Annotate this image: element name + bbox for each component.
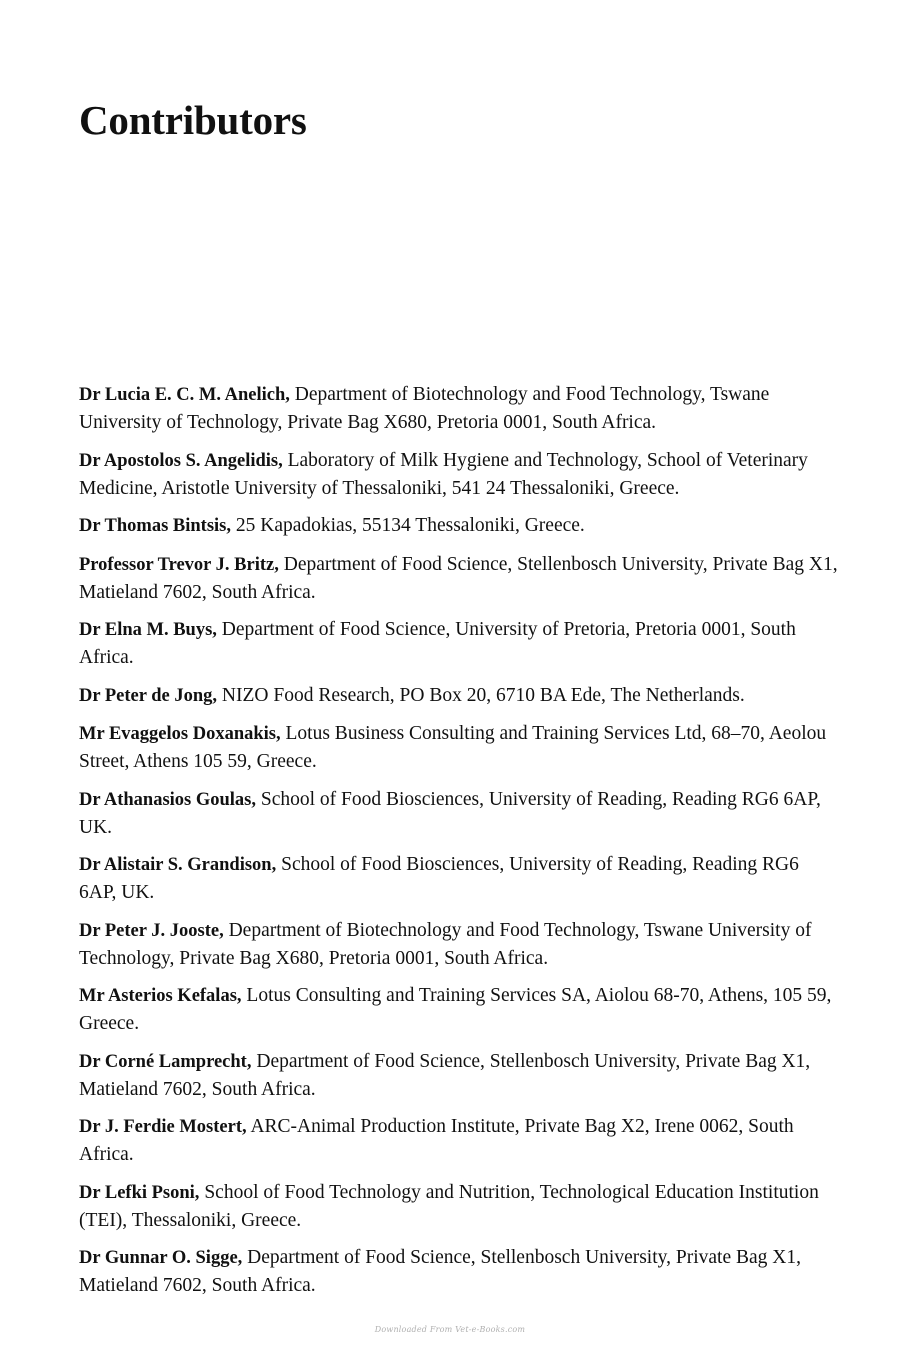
contributor-entry bbox=[79, 551, 839, 606]
contributor-affiliation: Department of Food Science, University of Pretoria, Pretoria 0001, South Africa. bbox=[79, 619, 796, 668]
contributor-name: Dr Thomas Bintsis, bbox=[79, 516, 231, 536]
contributor-name: Dr Peter de Jong, bbox=[79, 685, 218, 706]
contributor-affiliation: NIZO Food Research, PO Box 20, 6710 BA Ede, The Netherlands. bbox=[221, 684, 745, 706]
contributor-name: Dr Lucia E. C. M. Anelich, bbox=[79, 385, 290, 405]
contributor-entry bbox=[79, 1048, 839, 1103]
contributor-name: Dr Corné Lamprecht, bbox=[79, 1051, 252, 1072]
contributor-affiliation: Laboratory of Milk Hygiene and Technology, School of Veterinary Medicine, Aristotle University of Thessaloniki, 541 24 Thessaloniki, Greece. bbox=[79, 449, 808, 499]
contributor-entry bbox=[79, 786, 839, 841]
contributor-name: Professor Trevor J. Britz, bbox=[79, 554, 279, 575]
contributor-name: Dr J. Ferdie Mostert, bbox=[79, 1117, 247, 1137]
contributor-affiliation: School of Food Biosciences, University of Reading, Reading RG6 6AP, UK. bbox=[79, 788, 821, 838]
contributor-name: Dr Elna M. Buys, bbox=[79, 620, 217, 640]
contributor-name: Dr Peter J. Jooste, bbox=[79, 920, 224, 941]
contributor-affiliation: Department of Food Science, Stellenbosch University, Private Bag X1, Matieland 7602, South Africa. bbox=[79, 1247, 801, 1296]
contributor-entry bbox=[79, 720, 839, 775]
contributor-entry bbox=[79, 982, 839, 1037]
contributor-entry bbox=[79, 381, 839, 436]
contributor-name: Dr Gunnar O. Sigge, bbox=[79, 1248, 243, 1268]
contributor-entry bbox=[79, 917, 839, 972]
contributor-name: Mr Asterios Kefalas, bbox=[79, 986, 242, 1006]
contributor-entry bbox=[79, 851, 839, 906]
contributor-affiliation: Lotus Consulting and Training Services SA, Aiolou 68-70, Athens, 105 59, Greece. bbox=[79, 985, 832, 1034]
contributor-entry bbox=[79, 447, 839, 502]
contributor-affiliation: Department of Biotechnology and Food Technology, Tswane University of Technology, Private Bag X680, Pretoria 0001, South Africa. bbox=[79, 919, 812, 969]
contributor-affiliation: ARC-Animal Production Institute, Private Bag X2, Irene 0062, South Africa. bbox=[79, 1116, 794, 1165]
contributor-entry bbox=[79, 1179, 839, 1234]
download-watermark: Downloaded From Vet-e-Books.com bbox=[374, 1325, 526, 1334]
contributor-affiliation: Department of Biotechnology and Food Technology, Tswane University of Technology, Private Bag X680, Pretoria 0001, South Africa. bbox=[79, 384, 770, 433]
contributor-name: Dr Alistair S. Grandison, bbox=[79, 855, 277, 875]
contributor-name: Dr Lefki Psoni, bbox=[79, 1182, 200, 1203]
contributor-affiliation: Lotus Business Consulting and Training Services Ltd, 68–70, Aeolou Street, Athens 105 59, Greece. bbox=[79, 723, 827, 772]
contributor-affiliation: Department of Food Science, Stellenbosch University, Private Bag X1, Matieland 7602, South Africa. bbox=[79, 1050, 811, 1100]
contributor-affiliation: Department of Food Science, Stellenbosch University, Private Bag X1, Matieland 7602, South Africa. bbox=[79, 553, 838, 603]
contributor-entry bbox=[79, 1244, 839, 1299]
contributor-entry bbox=[79, 1113, 839, 1168]
contributor-affiliation: School of Food Biosciences, University of Reading, Reading RG6 6AP, UK. bbox=[79, 854, 799, 903]
contributor-affiliation: 25 Kapadokias, 55134 Thessaloniki, Greece. bbox=[235, 515, 585, 536]
contributor-list bbox=[79, 381, 839, 1310]
contributor-entry bbox=[79, 512, 839, 540]
contributor-entry bbox=[79, 616, 839, 671]
contributor-name: Dr Apostolos S. Angelidis, bbox=[79, 450, 283, 471]
contributor-name: Mr Evaggelos Doxanakis, bbox=[79, 724, 281, 744]
contributor-entry bbox=[79, 682, 839, 710]
contributor-affiliation: School of Food Technology and Nutrition, Technological Education Institution (TEI), Thessaloniki, Greece. bbox=[79, 1181, 819, 1231]
page-title: Contributors bbox=[79, 97, 307, 143]
contributor-name: Dr Athanasios Goulas, bbox=[79, 789, 256, 810]
